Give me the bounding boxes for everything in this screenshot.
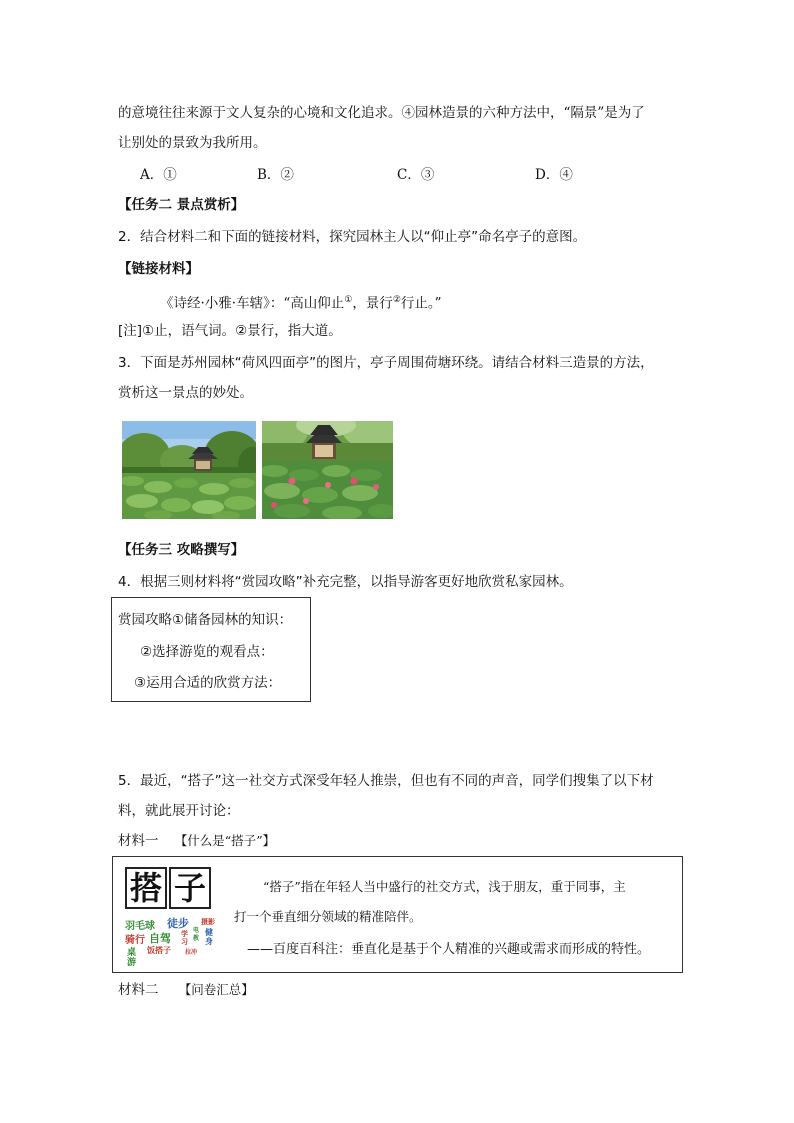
- paragraph-line: 让别处的景致为我所用。: [118, 135, 267, 151]
- material-1-label: 材料一: [118, 833, 159, 849]
- logo-tag: 学: [181, 930, 188, 938]
- logo-char-da: 搭: [125, 867, 167, 909]
- section-heading-task3: 【任务三 攻略撰写】: [118, 542, 245, 558]
- material-1-note: ——百度百科注：垂直化是基于个人精准的兴趣或需求而形成的特性。: [247, 942, 651, 957]
- logo-tag: 徒步: [167, 917, 189, 930]
- section-heading-task2: 【任务二 景点赏析】: [118, 197, 245, 213]
- guide-item-2: ②选择游览的观看点：: [140, 644, 274, 660]
- question-3-line2: 赏析这一景点的妙处。: [118, 385, 253, 401]
- dazi-logo: [123, 865, 219, 968]
- choice-b: B．②: [257, 167, 294, 183]
- question-5-line1: 5．最近，“搭子”这一社交方式深受年轻人推崇，但也有不同的声音，同学们搜集了以下材: [118, 773, 654, 789]
- logo-tag: 饭搭子: [147, 946, 171, 955]
- logo-char-zi: 子: [169, 867, 211, 909]
- lotus-pavilion-photo-1: [122, 421, 256, 519]
- guide-item-3: ③运用合适的欣赏方法：: [134, 675, 282, 691]
- logo-tag: 身: [205, 937, 213, 946]
- logo-tag: 摄影: [201, 918, 215, 926]
- question-2: 2．结合材料二和下面的链接材料，探究园林主人以“仰止亭”命名亭子的意图。: [118, 229, 587, 245]
- logo-tag: 羽毛球: [125, 921, 155, 932]
- footnote: [注]①止，语气词。②景行，指大道。: [118, 323, 342, 339]
- material-1-title: 【什么是“搭子”】: [174, 833, 276, 848]
- question-3-line1: 3．下面是苏州园林“荷风四面亭”的图片，亭子周围荷塘环绕。请结合材料三造景的方法，: [118, 355, 654, 371]
- logo-tag: 自驾: [149, 932, 171, 945]
- poem-quote: 《诗经·小雅·车辖》：“高山仰止①，景行②行止。”: [160, 295, 442, 312]
- question-4: 4．根据三则材料将“赏园攻略”补充完整，以指导游客更好地欣赏私家园林。: [118, 574, 573, 590]
- logo-tag: 游: [127, 958, 137, 968]
- logo-tag: 桌: [127, 948, 137, 958]
- lotus-pavilion-image-2: [262, 421, 393, 519]
- link-material-heading: 【链接材料】: [118, 261, 199, 277]
- choice-c: C．③: [397, 167, 435, 183]
- material-1-text-line2: 打一个垂直细分领域的精准陪伴。: [234, 909, 422, 924]
- logo-tag: 骑行: [125, 935, 145, 946]
- guide-item-1: 赏园攻略①储备园林的知识：: [118, 612, 293, 628]
- logo-tag: 教: [193, 935, 200, 942]
- material-2-label: 材料二: [118, 982, 159, 998]
- logo-tag: 健: [205, 928, 213, 937]
- logo-tag: 习: [181, 938, 188, 946]
- logo-tag: 电: [193, 927, 200, 934]
- material-1-box: [112, 856, 683, 973]
- lotus-pavilion-image-1: [122, 421, 256, 519]
- material-1-heading: [118, 831, 275, 851]
- logo-tag: 拉冲: [185, 949, 198, 956]
- viewing-guide-box: [111, 597, 311, 702]
- choice-d: D．④: [535, 167, 573, 183]
- question-5-line2: 料，就此展开讨论：: [118, 803, 240, 819]
- lotus-pavilion-photo-2: [262, 421, 393, 519]
- material-2-heading: [118, 980, 254, 1000]
- paragraph-line: 的意境往往来源于文人复杂的心境和文化追求。④园林造景的六种方法中，“隔景”是为了: [118, 105, 645, 121]
- choice-a: A．①: [140, 167, 177, 183]
- material-1-text-line1: “搭子”指在年轻人当中盛行的社交方式，浅于朋友，重于同事，主: [263, 879, 626, 894]
- material-2-title: 【问卷汇总】: [178, 982, 254, 997]
